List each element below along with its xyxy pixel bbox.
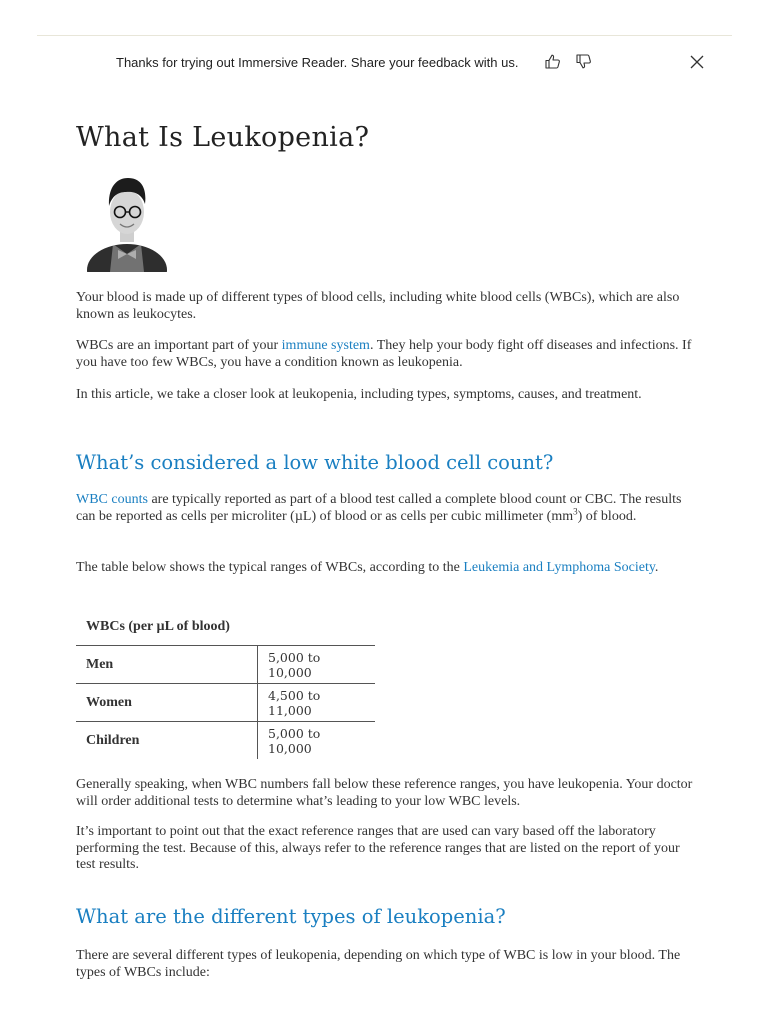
table-row: Children 5,000 to 10,000 — [76, 722, 375, 760]
table-header: WBCs (per µL of blood) — [86, 618, 230, 634]
reference-ranges-paragraph: It’s important to point out that the exact reference ranges that are used can vary based off the laboratory performing the test. Because of this, always refer to the reference ranges that are listed on the report of your test results. — [76, 824, 680, 872]
thumbs-up-icon[interactable] — [544, 53, 561, 70]
author-avatar — [86, 174, 168, 272]
table-row: Men 5,000 to 10,000 — [76, 646, 375, 684]
types-intro-paragraph: There are several different types of leukopenia, depending on which type of WBC is low in your blood. The types of WBCs include: — [76, 948, 681, 980]
table-row: Women 4,500 to 11,000 — [76, 684, 375, 722]
feedback-message: Thanks for trying out Immersive Reader. Share your feedback with us. — [116, 55, 519, 70]
section-heading-low-wbc: What’s considered a low white blood cell count? — [76, 451, 554, 474]
article-title: What Is Leukopenia? — [76, 122, 370, 153]
leukemia-lymphoma-society-link[interactable]: Leukemia and Lymphoma Society — [463, 560, 655, 575]
article — [76, 118, 696, 980]
immersive-reader-feedback-bar — [37, 35, 732, 92]
intro-paragraph-1: Your blood is made up of different types of blood cells, including white blood cells (WBCs), which are also known as leukocytes. — [76, 290, 680, 322]
wbc-count-paragraph: WBC counts are typically reported as part of a blood test called a complete blood count or CBC. The results can be reported as cells per microliter (µL) of blood or as cells per cubic millimeter $(mm^3)$ of blood. — [76, 492, 682, 524]
thumbs-down-icon[interactable] — [575, 53, 592, 70]
leukopenia-definition-paragraph: Generally speaking, when WBC numbers fall below these reference ranges, you have leukopenia. Your doctor will order additional tests to determine what’s leading to your low WBC levels. — [76, 777, 693, 809]
close-icon[interactable] — [690, 55, 704, 69]
wbc-range-table — [76, 608, 375, 759]
intro-paragraph-2: WBCs are an important part of your immune system. They help your body fight off diseases and infections. If you have too few WBCs, you have a condition known as leukopenia. — [76, 338, 692, 370]
immune-system-link[interactable]: immune system — [281, 338, 370, 353]
section-heading-types: What are the different types of leukopenia? — [76, 905, 506, 928]
table-intro-paragraph: The table below shows the typical ranges of WBCs, according to the Leukemia and Lymphoma Society. — [76, 560, 659, 575]
intro-paragraph-3: In this article, we take a closer look at leukopenia, including types, symptoms, causes, and treatment. — [76, 387, 642, 402]
wbc-counts-link[interactable]: WBC counts — [76, 492, 148, 507]
